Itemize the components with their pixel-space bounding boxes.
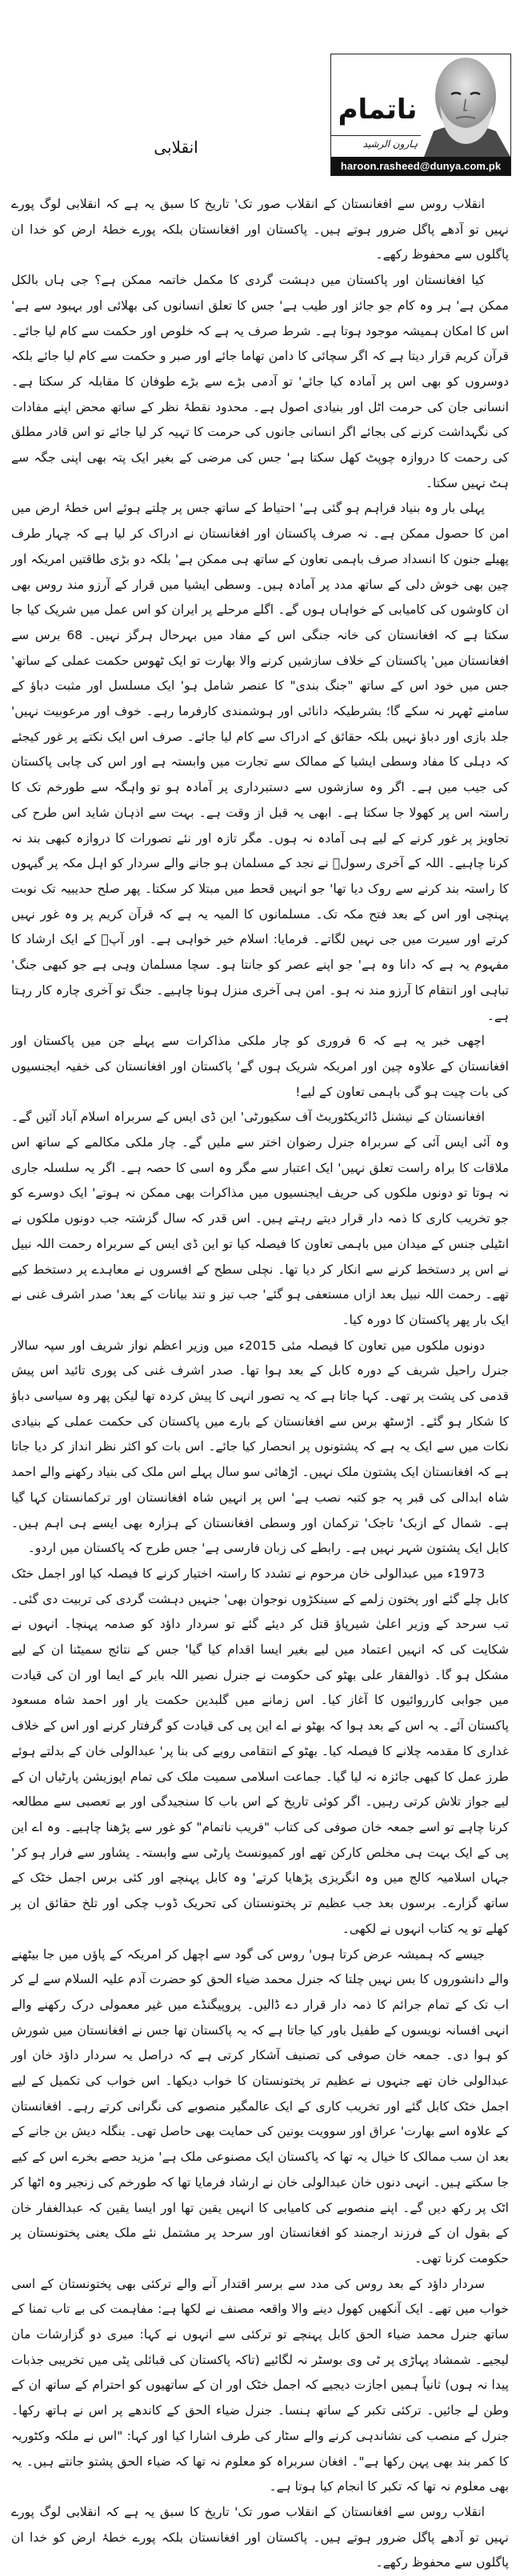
paragraph: افغانستان کے نیشنل ڈائریکٹوریٹ آف سکیورٹی' این ڈی ایس کے سربراہ اسلام آباد آئیں گے۔ وہ آئی ایس آئی کے سربراہ جنرل رضوان اختر سے ملیں گے۔ چار ملکی مکالمے کے ساتھ اس ملاقات کا براہ راست تعلق نہیں' ایک اعتبار سے مگر وہ اسی کا حصہ ہے۔ اگر یہ سلسلہ جاری نہ ہوتا تو دونوں ملکوں کی حریف ایجنسیوں میں مذاکرات بھی ممکن نہ ہوتے' ایک دوسرے کو جو تخریب کاری کا ذمہ دار قرار دیتے رہتے ہیں۔ اس قدر کہ سال گزشتہ جب دونوں ملکوں نے انٹیلی جنس کے میدان میں باہمی تعاون کا فیصلہ کیا تو این ڈی ایس کے سربراہ رحمت اللہ نبیل نے اس پر دستخط کرنے سے انکار کر دیا تھا۔ نچلی سطح کے افسروں نے معاہدے پر دستخط کیے تھے۔ رحمت اللہ نبیل بعد ازاں مستعفی ہو گئے' جب تیز و تند بیانات کے بعد' صدر اشرف غنی نے ایک بار پھر پاکستان کا دورہ کیا۔ (11, 1110, 509, 1327)
article-body (11, 192, 509, 2576)
divider (331, 135, 421, 136)
paragraph: 1973ء میں عبدالولی خان مرحوم نے تشدد کا راستہ اختیار کرنے کا فیصلہ کیا اور اجمل خٹک کابل چلے گئے اور پختون زلمے کے سینکڑوں نوجوان بھی' جنہیں دہشت گردی کی تربیت دی گئی۔ تب سرحد کے وزیر اعلیٰ شیرپاؤ قتل کر دیئے گئے تو سردار داؤد کو صدمہ پہنچا۔ انہوں نے شکایت کی کہ انہیں اعتماد میں لیے بغیر ایسا اقدام کیا گیا' جس کے نتائج سمیٹنا ان کے لیے مشکل ہو گا۔ ذوالفقار علی بھٹو کی حکومت نے جنرل نصیر اللہ بابر کے ایما اور ان کی قیادت میں جوابی کارروائیوں کا آغاز کیا۔ اس زمانے میں گلبدین حکمت یار اور احمد شاہ مسعود پاکستان آئے۔ یہ اس کے بعد ہوا کہ بھٹو نے اے این پی کی قیادت کو گرفتار کرنے اور اس کے خلاف غداری کا مقدمہ چلانے کا فیصلہ کیا۔ بھٹو کے انتقامی رویے کی بنا پر' عبدالولی خان کے بدلتے ہوئے طرز عمل کا کبھی جائزہ نہ لیا گیا۔ جماعت اسلامی سمیت ملک کی تمام اپوزیشن پارٹیاں ان کے لیے جواز تلاش کرتی رہیں۔ اگر کوئی تاریخ کے اس باب کا سنجیدگی اور بے تعصبی سے مطالعہ کرنا چاہے تو اسے جمعہ خان صوفی کی کتاب "فریب ناتمام" کو غور سے پڑھنا چاہیے۔ وہ اے این پی کے ایک بہت ہی مخلص کارکن تھے اور کمیونسٹ پارٹی سے وابستہ۔ پشاور سے فرار ہو کر' جہاں اسلامیہ کالج میں وہ انگریزی پڑھایا کرتے' وہ کابل پہنچے اور کئی برس اجمل خٹک کے ساتھ گزارے۔ برسوں بعد جب عظیم تر پختونستان کی تحریک ڈوب چکی اور تلخ حقائق ان پر کھلے تو یہ کتاب انہوں نے لکھی۔ (11, 1566, 509, 1936)
paragraph: پہلی بار وہ بنیاد فراہم ہو گئی ہے' احتیاط کے ساتھ جس پر چلتے ہوئے اس خطۂ ارض میں امن کا حصول ممکن ہے۔ نہ صرف پاکستان اور افغانستان نے ادراک کر لیا ہے کہ چہار طرف پھیلے جنون کا انسداد صرف باہمی تعاون کے ساتھ ہی ممکن ہے' بلکہ دو بڑی طاقتیں امریکہ اور چین بھی خوش دلی کے ساتھ مدد پر آمادہ ہیں۔ وسطی ایشیا میں قرار کے آرزو مند روس بھی ان کاوشوں کی کامیابی کے خواہاں ہوں گے۔ اگلے مرحلے پر ایران کو اس عمل میں شریک کیا جا سکتا ہے کہ افغانستان کی خانہ جنگی اس کے مفاد میں بہرحال ہرگز نہیں۔ 68 برس سے افغانستان میں' پاکستان کے خلاف سازشیں کرنے والا بھارت تو ایک ٹھوس حکمت عملی کے ساتھ' جس میں خود اس کے ساتھ "جنگ بندی" کا عنصر شامل ہو' ایک مسلسل اور مثبت دباؤ کے سامنے ٹھہر نہ سکے گا؛ بشرطیکہ دانائی اور ہوشمندی کارفرما رہے۔ خوف اور مرعوبیت نہیں' جلد بازی اور دباؤ نہیں بلکہ حقائق کے ادراک سے کام لیا جائے۔ صرف اس ایک نکتے پر غور کیجئے کہ دہلی کا مفاد وسطی ایشیا کے ممالک سے تجارت میں وابستہ ہے اور اس کی چابی پاکستان کی جیب میں ہے۔ اگر وہ سازشوں سے دستبرداری پر آمادہ ہو تو واہگہ سے طورخم تک کا راستہ اس پر کھولا جا سکتا ہے۔ ابھی یہ قبل از وقت ہے۔ بہت سے اذہان شاید اس طرح کی تجاویز پر غور کرنے کے لیے ہی آمادہ نہ ہوں۔ مگر تازہ اور نئے تصورات کا دروازہ کبھی بند نہ کرنا چاہیے۔ اللہ کے آخری رسولؐ نے نجد کے مسلمان ہو جانے والے سردار کو اہل مکہ پر گیہوں کا راستہ بند کرنے سے روک دیا تھا' جو انہیں قحط میں مبتلا کر سکتا۔ پھر صلح حدیبیہ تک نوبت پہنچی اور اس کے بعد فتح مکہ تک۔ مسلمانوں کا المیہ یہ ہے کہ قرآن کریم پر وہ غور نہیں کرتے اور سیرت میں جی نہیں لگاتے۔ فرمایا: اسلام خیر خواہی ہے۔ اور آپؐ کے ایک ارشاد کا مفہوم یہ ہے کہ دانا وہ ہے' جو اپنے عصر کو جانتا ہو۔ سچا مسلمان وہی ہے جو کبھی جنگ' تباہی اور انتقام کا آرزو مند نہ ہو۔ امن ہی آخری منزل ہونا چاہیے۔ جنگ تو آخری چارہ کار رہتا ہے۔ (11, 501, 509, 1023)
article-title: انقلابی (154, 138, 198, 157)
paragraph: دونوں ملکوں میں تعاون کا فیصلہ مئی 2015ء میں وزیر اعظم نواز شریف اور سپہ سالار جنرل راحیل شریف کے دورہ کابل کے بعد ہوا تھا۔ صدر اشرف غنی کی پوری تائید اس پیش قدمی کی پشت پر تھی۔ کہا جاتا ہے کہ یہ تصور انہی کا پیش کردہ تھا لیکن پھر وہ سیاسی دباؤ کا شکار ہو گئے۔ اڑسٹھ برس سے افغانستان کے بارے میں پاکستان کی حکمت عملی کے بنیادی نکات میں سے ایک یہ ہے کہ پشتونوں پر انحصار کیا جائے۔ اس بات کو اکثر نظر انداز کر دیا جاتا ہے کہ افغانستان ایک پشتون ملک نہیں۔ اڑھائی سو سال پہلے اس ملک کی بنیاد رکھنے والے احمد شاہ ابدالی کی قبر پہ جو کتبہ نصب ہے' اس پر انہیں شاہ افغانستان اور ترکمانستان کہا گیا ہے۔ شمال کے ازبک' تاجک' ترکمان اور وسطی افغانستان کے ہزارہ بھی ایسے ہی اہم ہیں۔ کابل ایک پشتون شہر نہیں ہے۔ رابطے کی زبان فارسی ہے' جس طرح کہ پاکستان میں اردو۔ (11, 1338, 509, 1556)
paragraph: انقلاب روس سے افغانستان کے انقلاب صور تک' تاریخ کا سبق یہ ہے کہ انقلابی لوگ پورے نہیں تو آدھے پاگل ضرور ہوتے ہیں۔ پاکستان اور افغانستان بلکہ پورے خطۂ ارض کو خدا ان پاگلوں سے محفوظ رکھے۔ (11, 2504, 509, 2570)
columnist-portrait-icon (416, 54, 510, 157)
author-email[interactable]: haroon.rasheed@dunya.com.pk (331, 157, 510, 175)
column-brand: ناتمام (338, 94, 418, 126)
author-byline: ہارون الرشید (362, 138, 418, 150)
paragraph: اچھی خبر یہ ہے کہ 6 فروری کو چار ملکی مذاکرات سے پہلے جن میں پاکستان اور افغانستان کے علاوہ چین اور امریکہ شریک ہوں گے' پاکستان اور افغانستان کی خفیہ ایجنسیوں کی بات چیت ہو گی باہمی تعاون کے لیے! (11, 1034, 509, 1099)
paragraph: انقلاب روس سے افغانستان کے انقلاب صور تک' تاریخ کا سبق یہ ہے کہ انقلابی لوگ پورے نہیں تو آدھے پاگل ضرور ہوتے ہیں۔ پاکستان اور افغانستان بلکہ پورے خطۂ ارض کو خدا ان پاگلوں سے محفوظ رکھے۔ (11, 197, 509, 262)
column-header (330, 54, 511, 176)
paragraph: سردار داؤد کے بعد روس کی مدد سے برسر اقتدار آنے والے ترکئی بھی پختونستان کے اسی خواب میں تھے۔ ایک آنکھیں کھول دینے والا واقعہ مصنف نے لکھا ہے: مفاہمت کی بے تاب تمنا کے ساتھ جنرل محمد ضیاء الحق کابل پہنچے تو ترکئی سے انہوں نے کہا: میری دو گزارشات مان لیجیے۔ شمشاد پہاڑی پر ٹی وی بوسٹر نہ لگائیے (تاکہ پاکستان کی قبائلی پٹی میں تخریبی جذبات پیدا نہ ہوں) ثانیاً ہمیں اجازت دیجیے کہ اجمل خٹک اور ان کے ساتھیوں کو احترام کے ساتھ ان کے وطن لے جائیں۔ ترکئی تکبر کے ساتھ ہنسا۔ جنرل ضیاء الحق کے کاندھے پر اس نے ہاتھ رکھا۔ جنرل کے منصب کی نشاندہی کرنے والے سٹار کی طرف اشارا کیا اور کہا: "اس نے ملکہ وکٹوریہ کا کمر بند بھی پہن رکھا ہے"۔ افغان سربراہ کو معلوم نہ تھا کہ ضیاء الحق پشتو جانتے ہیں۔ یہ بھی معلوم نہ تھا کہ تکبر کا انجام کیا ہوتا ہے۔ (11, 2276, 509, 2494)
paragraph: کیا افغانستان اور پاکستان میں دہشت گردی کا مکمل خاتمہ ممکن ہے؟ جی ہاں بالکل ممکن ہے' ہر وہ کام جو جائز اور طیب ہے' جس کا تعلق انسانوں کی بھلائی اور بہبود سے ہے' اس کا امکان ہمیشہ موجود ہوتا ہے۔ شرط صرف یہ ہے کہ خلوص اور حکمت سے کام لیا جائے۔ قرآن کریم قرار دیتا ہے کہ اگر سچائی کا دامن تھاما جائے اور صبر و حکمت سے کام لیا جائے بلکہ دوسروں کو بھی اس پر آمادہ کیا جائے' تو آدمی بڑے سے بڑے طوفان کا مقابلہ کر سکتا ہے۔ انسانی جان کی حرمت اٹل اور بنیادی اصول ہے۔ محدود نقطۂ نظر کے ساتھ محض اپنے مفادات کی نگہداشت کرنے کی بجائے اگر انسانی جانوں کی حرمت کا تہیہ کر لیا جائے تو اس قادر مطلق کی رحمت کا دروازہ چوپٹ کھل سکتا ہے' جس کی مرضی کے بغیر ایک پتہ بھی اپنی جگہ سے ہٹ نہیں سکتا۔ (11, 273, 509, 490)
paragraph: جیسے کہ ہمیشہ عرض کرتا ہوں' روس کی گود سے اچھل کر امریکہ کے پاؤں میں جا بیٹھنے والے دانشوروں کا بس نہیں چلتا کہ جنرل محمد ضیاء الحق کو حضرت آدم علیہ السلام سے لے کر اب تک کے تمام جرائم کا ذمہ دار قرار دے ڈالیں۔ پروپیگنڈے میں غیر معمولی درک رکھنے والے انہی افسانہ نویسوں کے طفیل باور کیا جاتا ہے کہ یہ پاکستان تھا جس نے افغانستان میں شورش کو ہوا دی۔ جمعہ خان صوفی کی تصنیف آشکار کرتی ہے کہ دراصل یہ سردار داؤد خان اور عبدالولی خان تھے جنہوں نے عظیم تر پختونستان کا خواب دیکھا۔ اس خواب کی تکمیل کے لیے اجمل خٹک کابل گئے اور تخریب کاری کے ایک عالمگیر منصوبے کی نگرانی کرتے رہے۔ افغانستان کے علاوہ اسے بھارت' عراق اور سوویت یونین کی حمایت بھی حاصل تھی۔ بنگلہ دیش بن جانے کے بعد ان سب ممالک کا خیال یہ تھا کہ پاکستان ایک مصنوعی ملک ہے' مزید حصے بخرے اس کے کیے جا سکتے ہیں۔ انہی دنوں خان عبدالولی خان نے ارشاد فرمایا تھا کہ طورخم کی زنجیر وہ اٹھا کر اٹک پر رکھ دیں گے۔ اپنے منصوبے کی کامیابی کا انہیں یقین تھا اور ایسا یقین کہ عبدالغفار خان کے بقول ان کے فرزند ارجمند کو افغانستان اور سرحد پر مشتمل نئے ملک یعنی پختونستان پر حکومت کرنا تھی۔ (11, 1946, 509, 2266)
